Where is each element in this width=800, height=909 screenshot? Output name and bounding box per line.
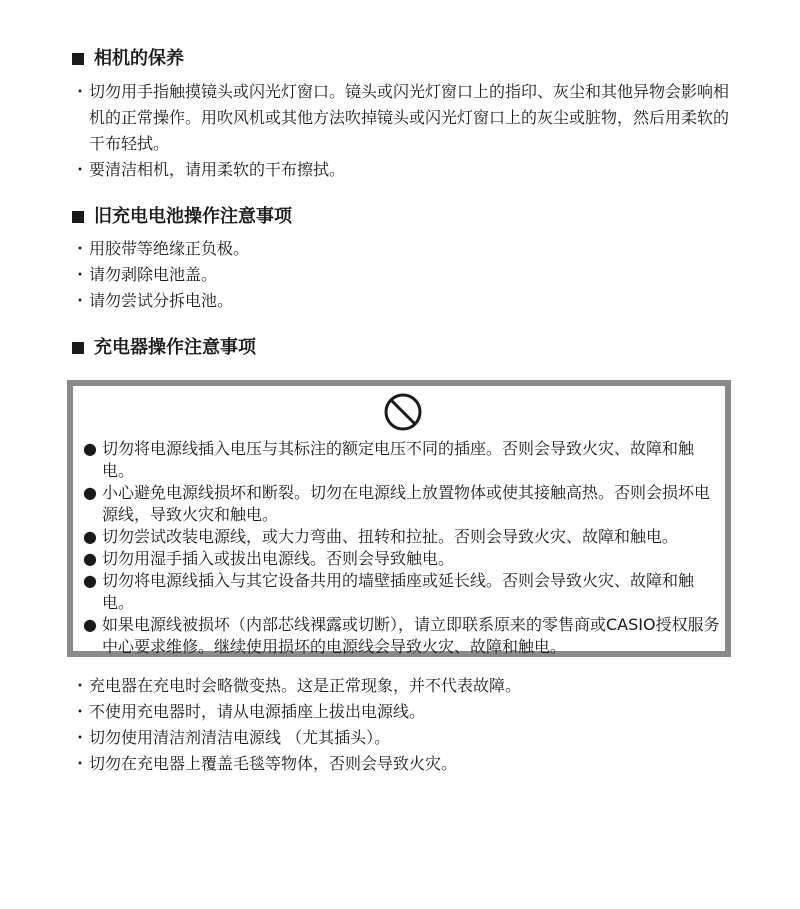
prohibition-icon xyxy=(383,392,423,432)
care-list xyxy=(72,79,732,183)
bullet-dot: ・ xyxy=(72,728,89,747)
charger-list xyxy=(72,673,732,777)
warning-list xyxy=(83,438,723,658)
square-bullet-icon xyxy=(72,211,84,223)
warning-box xyxy=(67,380,731,657)
list-item: ・ 切勿使用清洁剂清洁电源线 （尤其插头）。 xyxy=(72,725,732,751)
section-title-text: 旧充电电池操作注意事项 xyxy=(94,206,292,227)
warning-bullet-dot: ● xyxy=(83,527,97,546)
bullet-dot: ・ xyxy=(72,265,89,284)
bullet-dot: ・ xyxy=(72,676,89,695)
square-bullet-icon xyxy=(72,53,84,65)
bullet-dot: ・ xyxy=(72,239,89,258)
warning-bullet-dot: ● xyxy=(83,571,97,590)
section-title-charger xyxy=(72,337,256,359)
warning-item: ● 切勿将电源线插入电压与其标注的额定电压不同的插座。否则会导致火灾、故障和触电。 xyxy=(83,439,695,480)
warning-item: ● 切勿将电源线插入与其它设备共用的墙壁插座或延长线。否则会导致火灾、故障和触电。 xyxy=(83,571,695,612)
warning-item: ● 小心避免电源线损坏和断裂。切勿在电源线上放置物体或使其接触高热。否则会损坏电源线，导致火灾和触电。 xyxy=(83,483,711,524)
list-item: ・ 要清洁相机，请用柔软的干布擦拭。 xyxy=(72,157,732,183)
list-item: ・ 不使用充电器时，请从电源插座上拔出电源线。 xyxy=(72,699,732,725)
list-item: ・ 用胶带等绝缘正负极。 xyxy=(72,236,732,262)
list-item: ・ 充电器在充电时会略微变热。这是正常现象，并不代表故障。 xyxy=(72,673,732,699)
square-bullet-icon xyxy=(72,342,84,354)
warning-bullet-dot: ● xyxy=(83,549,97,568)
warning-item: ● 如果电源线被损坏（内部芯线裸露或切断），请立即联系原来的零售商或CASIO授权服务中心要求维修。继续使用损坏的电源线会导致火灾、故障和触电。 xyxy=(83,615,720,656)
bullet-dot: ・ xyxy=(72,160,89,179)
section-title-text: 相机的保养 xyxy=(94,48,184,69)
warning-bullet-dot: ● xyxy=(83,439,97,458)
section-title-text: 充电器操作注意事项 xyxy=(94,337,256,358)
list-item: ・ 请勿剥除电池盖。 xyxy=(72,262,732,288)
bullet-dot: ・ xyxy=(72,754,89,773)
section-title-care xyxy=(72,48,184,70)
warning-item: ● 切勿用湿手插入或拔出电源线。否则会导致触电。 xyxy=(83,549,455,568)
list-item: ・ 切勿在充电器上覆盖毛毯等物体，否则会导致火灾。 xyxy=(72,751,732,777)
warning-bullet-dot: ● xyxy=(83,483,97,502)
bullet-dot: ・ xyxy=(72,702,89,721)
section-title-old-battery xyxy=(72,206,292,228)
list-item: ・ 切勿用手指触摸镜头或闪光灯窗口。镜头或闪光灯窗口上的指印、灰尘和其他异物会影响相机的正常操作。用吹风机或其他方法吹掉镜头或闪光灯窗口上的灰尘或脏物，然后用柔软的干布轻拭。 xyxy=(72,79,732,157)
bullet-dot: ・ xyxy=(72,82,89,101)
list-item: ・ 请勿尝试分拆电池。 xyxy=(72,288,732,314)
warning-bullet-dot: ● xyxy=(83,615,97,634)
bullet-dot: ・ xyxy=(72,291,89,310)
old-battery-list xyxy=(72,236,732,314)
warning-item: ● 切勿尝试改装电源线，或大力弯曲、扭转和拉扯。否则会导致火灾、故障和触电。 xyxy=(83,527,679,546)
